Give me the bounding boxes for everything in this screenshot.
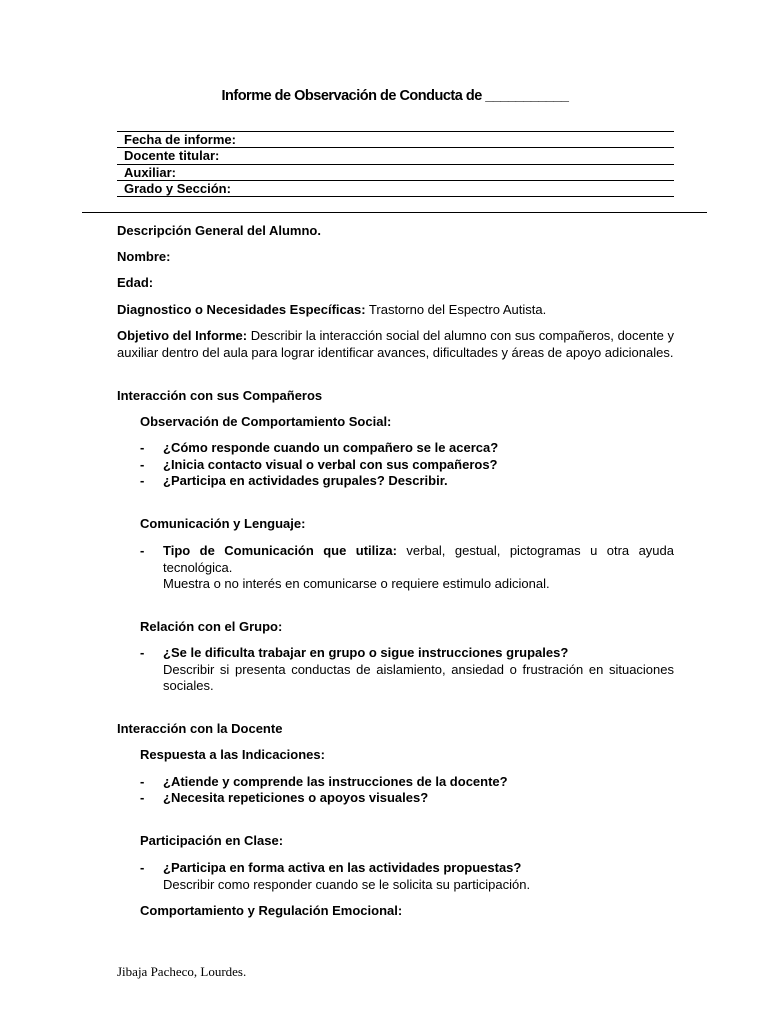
list-item-text: ¿Inicia contacto visual o verbal con sus compañeros?	[163, 457, 498, 472]
general-heading: Descripción General del Alumno.	[117, 223, 321, 238]
comunicacion-note: Muestra o no interés en comunicarse o requiere estimulo adicional.	[163, 576, 550, 591]
list-item-text	[163, 645, 674, 695]
list-item-text	[163, 860, 674, 893]
list-item-text: ¿Participa en actividades grupales? Describir.	[163, 473, 448, 488]
document-title: Informe de Observación de Conducta de ___________	[221, 88, 569, 104]
diagnostico-label: Diagnostico o Necesidades Específicas:	[117, 302, 366, 317]
docente-heading: Interacción con la Docente	[117, 721, 283, 736]
respuesta-heading: Respuesta a las Indicaciones:	[140, 747, 325, 762]
diagnostico-paragraph	[117, 302, 674, 319]
bullet-dash: -	[140, 645, 145, 660]
objetivo-label: Objetivo del Informe:	[117, 328, 248, 343]
participacion-heading: Participación en Clase:	[140, 833, 284, 848]
bullet-dash: -	[140, 543, 145, 558]
bullet-dash: -	[140, 790, 145, 805]
auxiliar-row: Auxiliar:	[117, 165, 674, 181]
bullet-dash: -	[140, 440, 145, 455]
bullet-dash: -	[140, 457, 145, 472]
nombre-label: Nombre:	[117, 249, 171, 264]
participacion-label: ¿Participa en forma activa en las actividades propuestas?	[163, 860, 522, 875]
list-item-text: ¿Atiende y comprende las instrucciones de la docente?	[163, 774, 508, 789]
fecha-row: Fecha de informe:	[117, 132, 674, 148]
list-item-text	[163, 543, 674, 593]
comunicacion-label: Tipo de Comunicación que utiliza:	[163, 543, 397, 558]
docente-row: Docente titular:	[117, 148, 674, 164]
grado-row: Grado y Sección:	[117, 181, 674, 197]
objetivo-value: Describir la interacción social del alumno con sus compañeros, docente y auxiliar dentro del aula para lograr identificar avances, dificultades y áreas de apoyo adicionales.	[117, 328, 675, 360]
edad-label: Edad:	[117, 275, 154, 290]
bullet-dash: -	[140, 473, 145, 488]
bullet-dash: -	[140, 860, 145, 875]
list-item-text: ¿Cómo responde cuando un compañero se le acerca?	[163, 440, 499, 455]
comunicacion-value: verbal, gestual, pictogramas u otra ayuda tecnológica.	[163, 543, 674, 575]
grupo-label: ¿Se le dificulta trabajar en grupo o sigue instrucciones grupales?	[163, 645, 569, 660]
list-item-text: ¿Necesita repeticiones o apoyos visuales?	[163, 790, 429, 805]
social-heading: Observación de Comportamiento Social:	[140, 414, 392, 429]
participacion-note: Describir como responder cuando se le solicita su participación.	[163, 876, 531, 892]
grupo-note: Describir si presenta conductas de aislamiento, ansiedad o frustración en situaciones sociales.	[163, 661, 674, 693]
regulacion-heading: Comportamiento y Regulación Emocional:	[140, 903, 403, 918]
footer-author: Jibaja Pacheco, Lourdes.	[117, 964, 247, 979]
objetivo-paragraph	[117, 328, 674, 361]
companeros-heading: Interacción con sus Compañeros	[117, 388, 323, 403]
comunicacion-heading: Comunicación y Lenguaje:	[140, 516, 306, 531]
diagnostico-value: Trastorno del Espectro Autista.	[365, 302, 547, 317]
grupo-heading: Relación con el Grupo:	[140, 619, 283, 634]
bullet-dash: -	[140, 774, 145, 789]
